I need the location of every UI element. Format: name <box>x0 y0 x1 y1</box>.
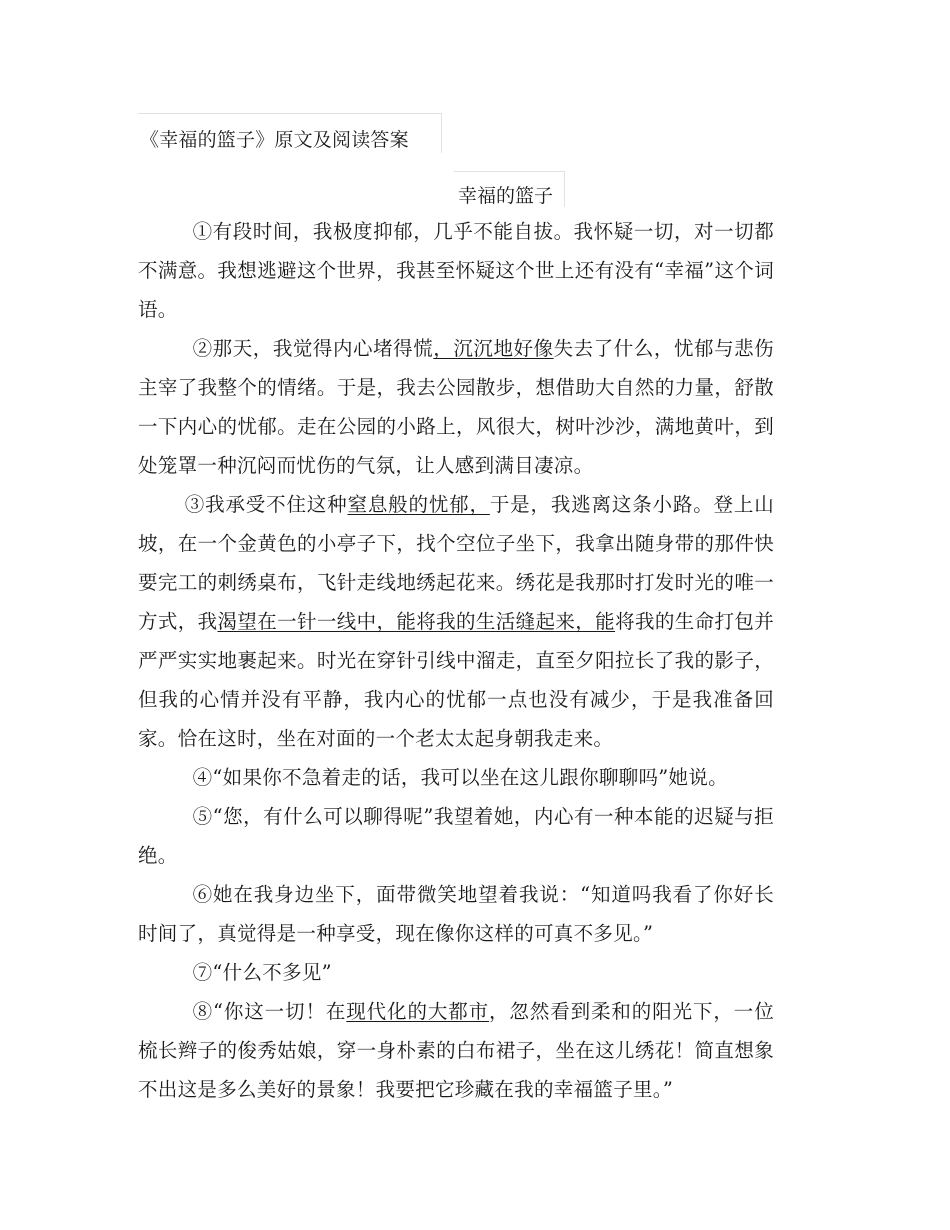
paragraph-5-text: ⑤“您，有什么可以聊得呢”我望着她，内心有一种本能的迟疑与拒绝。 <box>138 805 774 867</box>
paragraph-3-text-b: 于是，我逃离这条小路。登上山坡，在一个金黄色的小亭子下，找个空位子坐下，我拿出随身带的那件快要完工的刺绣桌布，飞针走线地绣起花来。绣花是我那时打发时光的唯一方式，我 <box>138 493 774 633</box>
paragraph-1-text: ①有段时间，我极度抑郁，几乎不能自拔。我怀疑一切，对一切都不满意。我想逃避这个世界，我甚至怀疑这个世上还有没有“幸福”这个词语。 <box>138 220 774 321</box>
paragraph-3-text-a: ③我承受不住这种 <box>184 493 348 516</box>
paragraph-2-underlined: ，沉沉地好像 <box>433 337 554 360</box>
paragraph-2 <box>138 329 774 485</box>
paragraph-6 <box>138 875 774 953</box>
paragraph-7-text: ⑦“什么不多见” <box>192 961 332 984</box>
paragraph-3-underlined-1: 窒息般的忧郁， <box>347 493 490 516</box>
paragraph-8-text-a: ⑧“你这一切！在 <box>192 1000 347 1023</box>
document-header-box <box>138 113 442 153</box>
paragraph-3-underlined-2: 渴望在一针一线中，能将我的生活缝起来，能 <box>217 610 616 633</box>
paragraph-3 <box>138 485 774 758</box>
paragraph-8 <box>138 992 774 1109</box>
document-title: 《幸福的篮子》原文及阅读答案 <box>140 129 409 151</box>
paragraph-7 <box>138 953 774 992</box>
paragraph-2-text-b: 失去了什么，忧郁与悲伤主宰了我整个的情绪。于是，我去公园散步，想借助大自然的力量，舒散一下内心的忧郁。走在公园的小路上，风很大，树叶沙沙，满地黄叶，到处笼罩一种沉闷而忧伤的气氛，让人感到满目凄凉。 <box>138 337 774 477</box>
paragraph-8-text-b: ，忽然看到柔和的阳光下，一位梳长辫子的俊秀姑娘，穿一身朴素的白布裙子，坐在这儿绣花！简直想象不出这是多么美好的景象！我要把它珍藏在我的幸福篮子里。” <box>138 1000 774 1101</box>
paragraph-3-text-c: 将我的生命打包并严严实实地裹起来。时光在穿针引线中溜走，直至夕阳拉长了我的影子，但我的心情并没有平静，我内心的忧郁一点也没有减少，于是我准备回家。恰在这时，坐在对面的一个老太太起身朝我走来。 <box>138 610 774 750</box>
paragraph-8-underlined: 现代化的大都市 <box>346 1000 490 1023</box>
paragraph-5 <box>138 797 774 875</box>
article-title: 幸福的篮子 <box>458 185 554 207</box>
paragraph-2-text-a: ②那天，我觉得内心堵得慌 <box>192 337 434 360</box>
paragraph-6-text: ⑥她在我身边坐下，面带微笑地望着我说：“知道吗我看了你好长时间了，真觉得是一种享受，现在像你这样的可真不多见。” <box>138 883 774 945</box>
paragraph-4-text: ④“如果你不急着走的话，我可以坐在这儿跟你聊聊吗”她说。 <box>192 766 728 789</box>
paragraph-1 <box>138 212 774 329</box>
article-title-box <box>454 171 565 207</box>
paragraph-4 <box>138 758 774 797</box>
